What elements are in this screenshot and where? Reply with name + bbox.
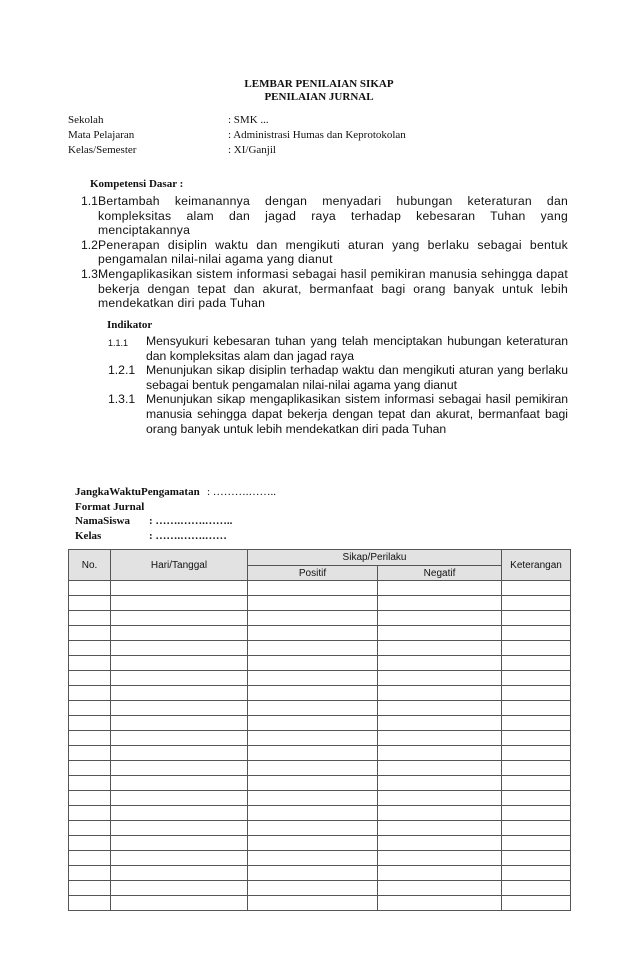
- table-cell: [248, 746, 378, 761]
- column-header-sikap-perilaku: Sikap/Perilaku: [248, 550, 502, 566]
- meta-label: Sekolah: [68, 114, 104, 126]
- table-cell: [378, 671, 502, 686]
- kompetensi-number: 1.3: [81, 266, 98, 281]
- table-cell: [378, 836, 502, 851]
- table-cell: [111, 806, 248, 821]
- table-cell: [69, 701, 111, 716]
- kompetensi-dasar-section: [68, 178, 568, 311]
- table-cell: [248, 851, 378, 866]
- table-cell: [502, 686, 571, 701]
- table-cell: [378, 656, 502, 671]
- table-cell: [69, 641, 111, 656]
- table-cell: [502, 716, 571, 731]
- table-cell: [111, 746, 248, 761]
- table-cell: [248, 791, 378, 806]
- table-cell: [502, 656, 571, 671]
- journal-table: [68, 549, 571, 911]
- column-header-positif: Positif: [248, 566, 378, 581]
- table-cell: [69, 791, 111, 806]
- table-cell: [502, 776, 571, 791]
- table-cell: [69, 686, 111, 701]
- meta-value: : XI/Ganjil: [228, 144, 276, 156]
- table-cell: [248, 626, 378, 641]
- table-cell: [111, 896, 248, 911]
- indikator-number: 1.2.1: [108, 363, 136, 378]
- table-cell: [111, 881, 248, 896]
- table-cell: [111, 656, 248, 671]
- table-cell: [502, 761, 571, 776]
- table-cell: [248, 671, 378, 686]
- info-value: : …….…….……: [149, 529, 227, 542]
- table-cell: [248, 596, 378, 611]
- table-cell: [502, 641, 571, 656]
- table-cell: [248, 656, 378, 671]
- table-row: [69, 881, 571, 896]
- table-cell: [378, 896, 502, 911]
- kompetensi-text: Bertambah keimanannya dengan menyadari hubungan keteraturan dan kompleksitas alam dan jagad raya terhadap kebesaran Tuhan yang menciptakannya: [98, 194, 568, 238]
- table-cell: [378, 611, 502, 626]
- indikator-item: [68, 334, 568, 363]
- column-header-negatif: Negatif: [378, 566, 502, 581]
- table-cell: [378, 806, 502, 821]
- table-row: [69, 626, 571, 641]
- table-row: [69, 731, 571, 746]
- table-cell: [69, 761, 111, 776]
- table-cell: [502, 821, 571, 836]
- table-row: [69, 641, 571, 656]
- table-cell: [502, 851, 571, 866]
- table-row: [69, 746, 571, 761]
- document-subtitle: PENILAIAN JURNAL: [264, 91, 374, 103]
- table-cell: [502, 626, 571, 641]
- indikator-text: Mensyukuri kebesaran tuhan yang telah menciptakan hubungan keteraturan dan kompleksitas alam dan jagad raya: [146, 334, 568, 363]
- table-cell: [111, 866, 248, 881]
- table-cell: [378, 581, 502, 596]
- table-cell: [378, 701, 502, 716]
- table-cell: [502, 836, 571, 851]
- table-cell: [248, 686, 378, 701]
- kompetensi-text: Mengaplikasikan sistem informasi sebagai hasil pemikiran manusia sehingga dapat bekerja dengan tepat dan akurat, bermanfaat bagi orang banyak untuk lebih mendekatkan diri pada Tuhan: [98, 266, 568, 311]
- table-cell: [248, 836, 378, 851]
- indikator-item: [68, 392, 568, 436]
- table-cell: [502, 791, 571, 806]
- info-label: Kelas: [75, 529, 102, 542]
- table-row: [69, 896, 571, 911]
- table-row: [69, 701, 571, 716]
- table-row: [69, 671, 571, 686]
- meta-label: Kelas/Semester: [68, 144, 137, 156]
- table-cell: [502, 746, 571, 761]
- table-cell: [111, 851, 248, 866]
- kompetensi-number: 1.2: [81, 237, 98, 252]
- table-cell: [248, 731, 378, 746]
- table-row: [69, 806, 571, 821]
- table-cell: [502, 866, 571, 881]
- table-cell: [378, 641, 502, 656]
- table-cell: [502, 896, 571, 911]
- table-cell: [111, 686, 248, 701]
- meta-value: : Administrasi Humas dan Keprotokolan: [228, 129, 406, 141]
- table-row: [69, 776, 571, 791]
- table-cell: [111, 626, 248, 641]
- table-cell: [378, 776, 502, 791]
- table-cell: [378, 851, 502, 866]
- table-row: [69, 596, 571, 611]
- table-cell: [378, 731, 502, 746]
- kompetensi-item: [68, 267, 568, 311]
- indikator-text: Menunjukan sikap mengaplikasikan sistem informasi sebagai hasil pemikiran manusia sehingga dapat bekerja dengan tepat dan akurat, bermanfaat bagi orang banyak untuk lebih mendekatkan diri pada Tuhan: [146, 392, 568, 436]
- column-header-hari-tanggal: Hari/Tanggal: [111, 550, 248, 581]
- info-value: : ……….……..: [207, 486, 277, 498]
- table-row: [69, 791, 571, 806]
- table-cell: [69, 806, 111, 821]
- table-row: [69, 581, 571, 596]
- table-row: [69, 836, 571, 851]
- table-cell: [502, 881, 571, 896]
- table-cell: [502, 596, 571, 611]
- table-cell: [502, 806, 571, 821]
- table-cell: [248, 581, 378, 596]
- kompetensi-text: Penerapan disiplin waktu dan mengikuti aturan yang berlaku sebagai bentuk pengamalan nilai-nilai agama yang dianut: [98, 237, 568, 267]
- table-row: [69, 761, 571, 776]
- table-cell: [69, 656, 111, 671]
- table-cell: [502, 611, 571, 626]
- indikator-section: [68, 319, 568, 436]
- table-cell: [69, 626, 111, 641]
- meta-label: Mata Pelajaran: [68, 129, 135, 141]
- table-cell: [378, 626, 502, 641]
- table-cell: [248, 701, 378, 716]
- table-cell: [111, 791, 248, 806]
- table-cell: [111, 776, 248, 791]
- table-cell: [378, 791, 502, 806]
- table-cell: [502, 701, 571, 716]
- kompetensi-number: 1.1: [81, 194, 98, 208]
- table-cell: [248, 761, 378, 776]
- table-cell: [502, 731, 571, 746]
- info-label: JangkaWaktuPengamatan: [75, 486, 200, 498]
- table-row: [69, 656, 571, 671]
- table-cell: [111, 671, 248, 686]
- indikator-item: [68, 363, 568, 392]
- table-cell: [378, 821, 502, 836]
- table-cell: [111, 821, 248, 836]
- meta-value: : SMK ...: [228, 114, 269, 126]
- table-cell: [378, 596, 502, 611]
- table-cell: [248, 896, 378, 911]
- indikator-number: 1.3.1: [108, 392, 136, 407]
- table-row: [69, 866, 571, 881]
- table-cell: [111, 761, 248, 776]
- table-cell: [248, 716, 378, 731]
- table-cell: [248, 881, 378, 896]
- table-cell: [248, 821, 378, 836]
- table-cell: [69, 836, 111, 851]
- table-cell: [69, 881, 111, 896]
- table-cell: [111, 641, 248, 656]
- table-cell: [69, 671, 111, 686]
- table-cell: [111, 836, 248, 851]
- table-cell: [248, 866, 378, 881]
- indikator-heading: Indikator: [107, 319, 153, 331]
- table-cell: [248, 611, 378, 626]
- table-cell: [69, 896, 111, 911]
- table-cell: [111, 701, 248, 716]
- table-row: [69, 611, 571, 626]
- info-label: NamaSiswa: [75, 515, 131, 527]
- table-cell: [69, 731, 111, 746]
- table-cell: [378, 761, 502, 776]
- journal-table-body: [69, 581, 571, 911]
- table-cell: [69, 596, 111, 611]
- indikator-text: Menunjukan sikap disiplin terhadap waktu dan mengikuti aturan yang berlaku sebagai bentuk pengamalan nilai-nilai agama yang dianut: [146, 363, 568, 392]
- table-cell: [111, 716, 248, 731]
- table-cell: [248, 641, 378, 656]
- table-cell: [111, 581, 248, 596]
- column-header-keterangan: Keterangan: [502, 550, 571, 581]
- kompetensi-item: [68, 194, 568, 238]
- indikator-number: 1.1.1: [108, 338, 129, 348]
- table-cell: [69, 611, 111, 626]
- table-cell: [111, 611, 248, 626]
- kompetensi-item: [68, 238, 568, 267]
- table-cell: [69, 746, 111, 761]
- info-value: : …….…….……..: [149, 515, 233, 527]
- table-row: [69, 716, 571, 731]
- table-cell: [248, 776, 378, 791]
- kompetensi-dasar-heading: Kompetensi Dasar :: [90, 178, 184, 190]
- column-header-no: No.: [69, 550, 111, 581]
- table-cell: [378, 716, 502, 731]
- table-cell: [69, 581, 111, 596]
- table-cell: [502, 671, 571, 686]
- table-cell: [378, 686, 502, 701]
- table-cell: [111, 596, 248, 611]
- table-cell: [69, 851, 111, 866]
- table-cell: [69, 776, 111, 791]
- table-cell: [502, 581, 571, 596]
- table-cell: [111, 731, 248, 746]
- table-cell: [378, 866, 502, 881]
- table-row: [69, 686, 571, 701]
- document-title: LEMBAR PENILAIAN SIKAP: [244, 78, 394, 90]
- table-cell: [248, 806, 378, 821]
- table-cell: [378, 881, 502, 896]
- table-row: [69, 851, 571, 866]
- table-cell: [378, 746, 502, 761]
- info-label: Format Jurnal: [75, 500, 145, 513]
- table-cell: [69, 716, 111, 731]
- table-cell: [69, 866, 111, 881]
- table-cell: [69, 821, 111, 836]
- table-row: [69, 821, 571, 836]
